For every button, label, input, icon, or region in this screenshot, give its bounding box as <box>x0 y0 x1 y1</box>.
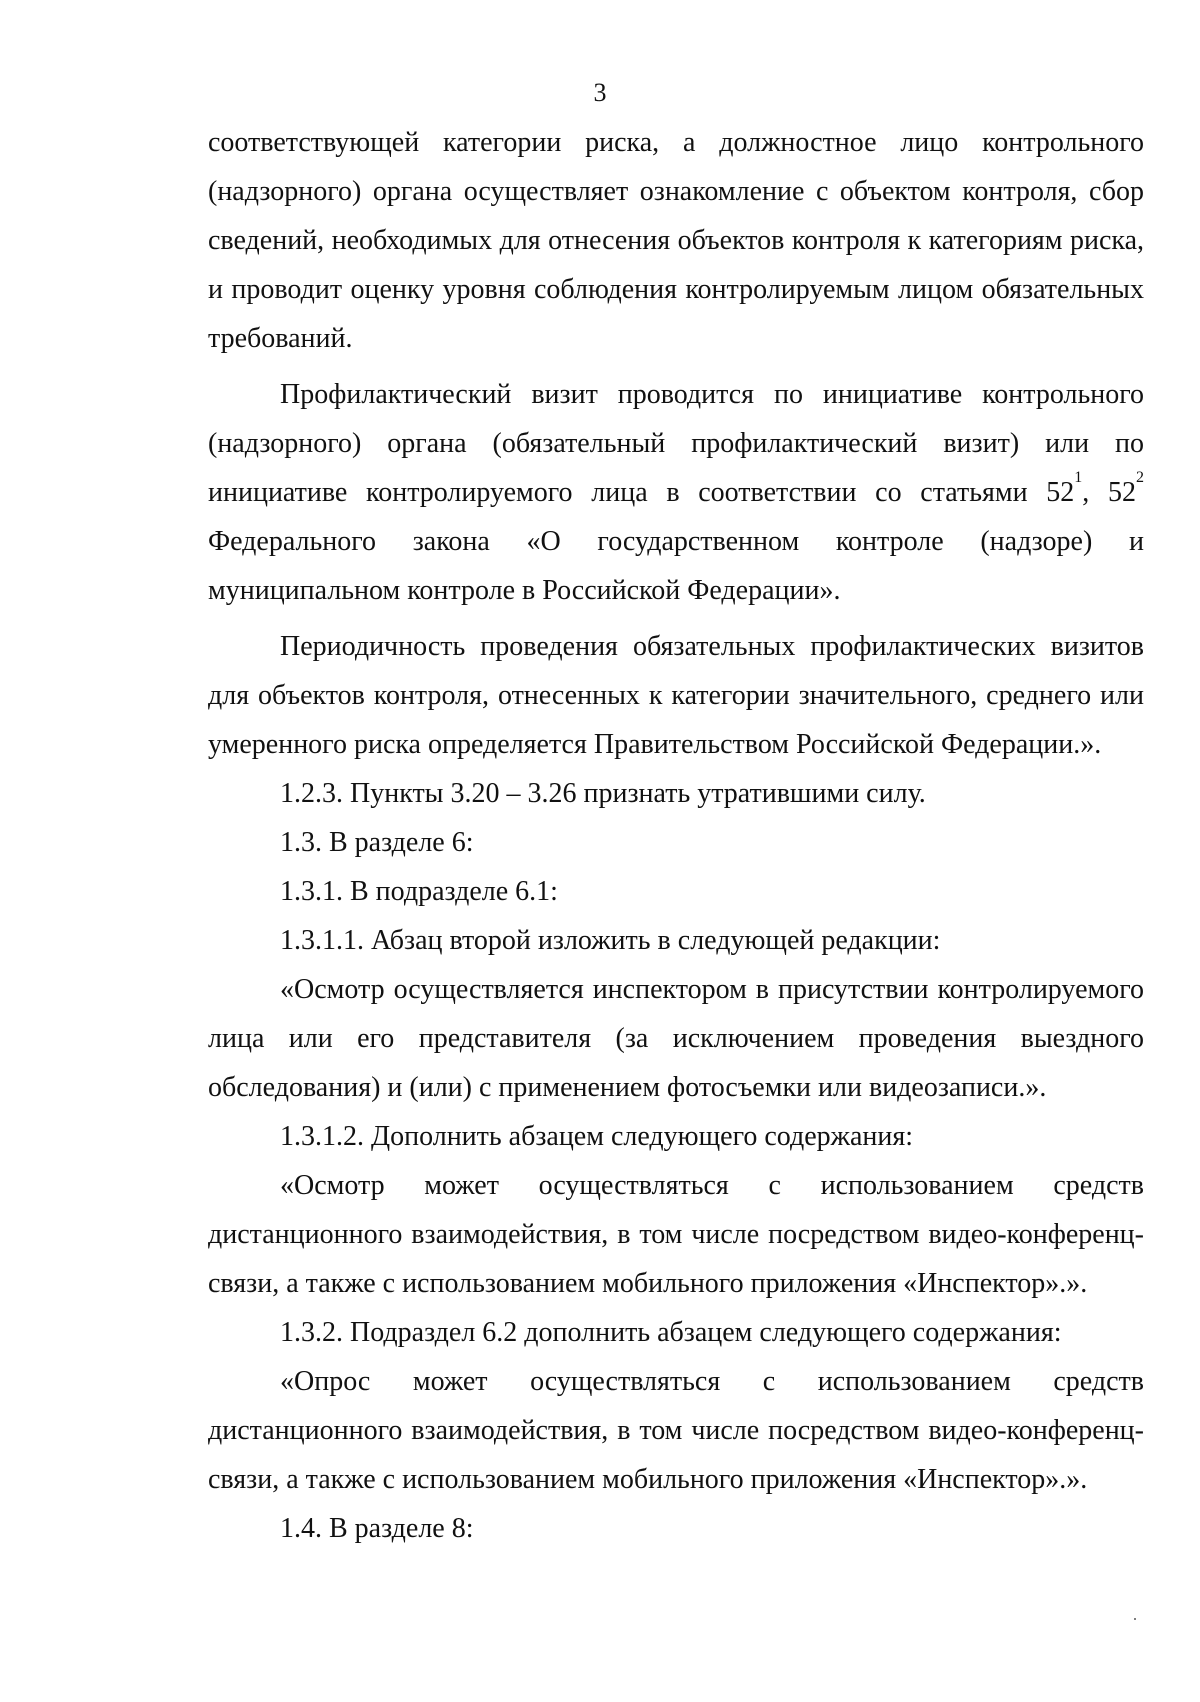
paragraph-preventive-visit <box>208 370 1144 615</box>
paragraph-inspection-remote: «Осмотр может осуществляться с использованием средств дистанционного взаимодействия, в том числе посредством видео-конференц-связи, а также с использованием мобильного приложения «Инспектор».». <box>208 1170 1144 1299</box>
paragraph-1-3-1-2: 1.3.1.2. Дополнить абзацем следующего содержания: <box>280 1121 914 1152</box>
paragraph-1-3: 1.3. В разделе 6: <box>280 827 474 858</box>
paragraph-preventive-visit-part-b: , 52 <box>1082 477 1136 508</box>
paragraph-1-3-2: 1.3.2. Подраздел 6.2 дополнить абзацем следующего содержания: <box>280 1317 1062 1348</box>
paragraph-preventive-visit-part-a: Профилактический визит проводится по инициативе контрольного (надзорного) органа (обязательный профилактический визит) или по инициативе контролируемого лица в соответствии со статьями 52 <box>208 379 1144 508</box>
scan-dot <box>1134 1618 1136 1620</box>
superscript-1: 1 <box>1074 468 1083 486</box>
paragraph-inspection-text: «Осмотр осуществляется инспектором в присутствии контролируемого лица или его представителя (за исключением проведения выездного обследования) и (или) с применением фотосъемки или видеозаписи.». <box>208 974 1144 1103</box>
paragraph-periodicity: Периодичность проведения обязательных профилактических визитов для объектов контроля, отнесенных к категории значительного, среднего или умеренного риска определяется Правительством Российской Федерации.». <box>208 631 1144 760</box>
paragraph-1-3-1: 1.3.1. В подразделе 6.1: <box>280 876 558 907</box>
paragraph-preventive-visit-part-c: Федерального закона «О государственном контроле (надзоре) и муниципальном контроле в Российской Федерации». <box>208 526 1144 606</box>
page-number: 3 <box>593 78 607 107</box>
paragraph-1-2-3: 1.2.3. Пункты 3.20 – 3.26 признать утратившими силу. <box>280 778 926 809</box>
paragraph-1-3-1-1: 1.3.1.1. Абзац второй изложить в следующей редакции: <box>280 925 941 956</box>
document-body <box>208 118 1144 1553</box>
paragraph-survey-remote: «Опрос может осуществляться с использованием средств дистанционного взаимодействия, в том числе посредством видео-конференц-связи, а также с использованием мобильного приложения «Инспектор».». <box>208 1366 1144 1495</box>
superscript-2: 2 <box>1136 468 1144 486</box>
paragraph-1-4: 1.4. В разделе 8: <box>280 1513 474 1544</box>
paragraph-risk-category: соответствующей категории риска, а должностное лицо контрольного (надзорного) органа осуществляет ознакомление с объектом контроля, сбор сведений, необходимых для отнесения объектов контроля к категориям риска, и проводит оценку уровня соблюдения контролируемым лицом обязательных требований. <box>208 127 1144 354</box>
